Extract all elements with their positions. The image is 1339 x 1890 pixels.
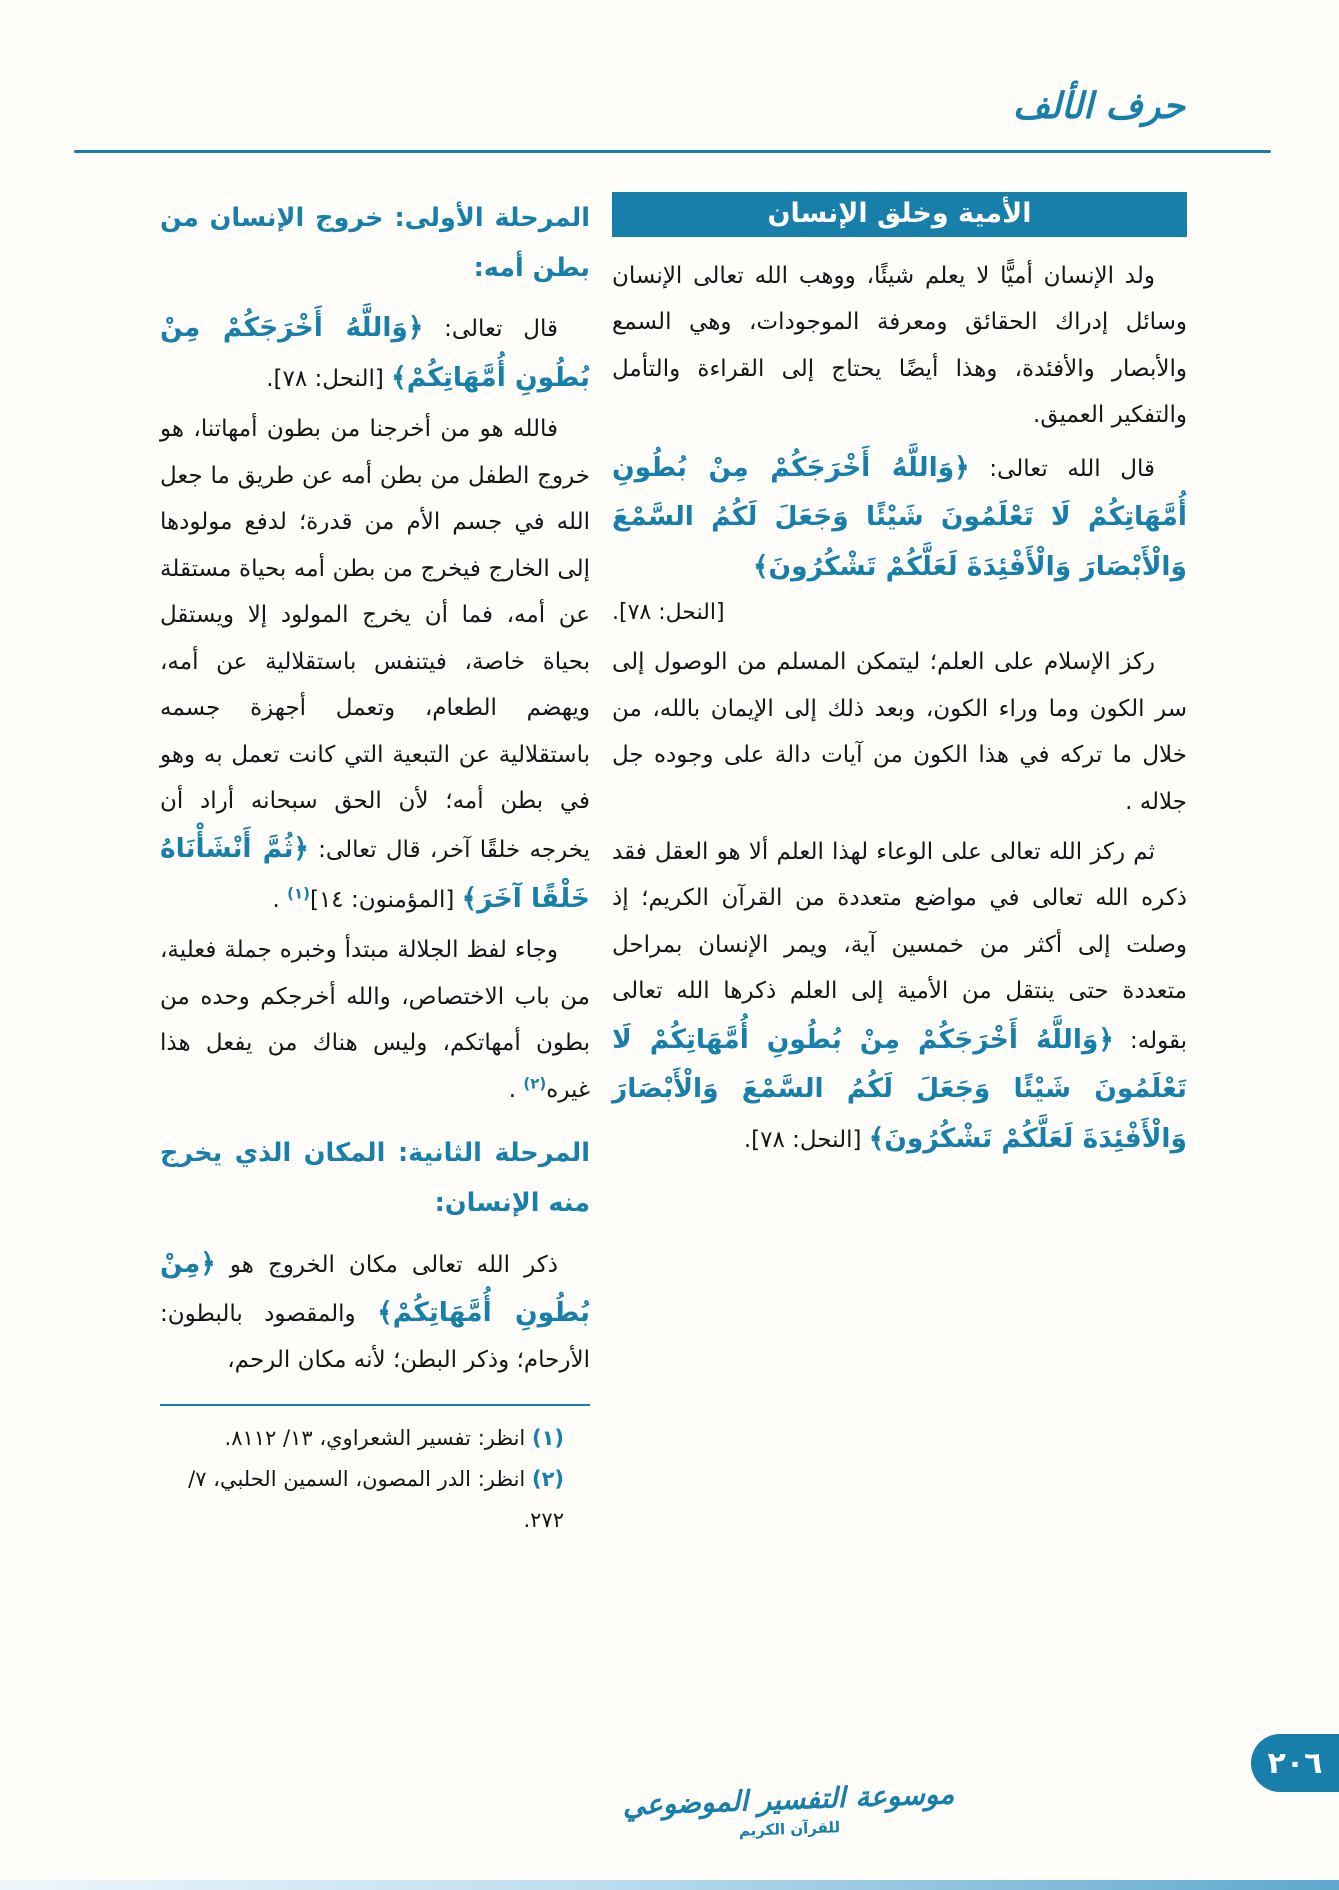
footnote-number: (١) [531,1426,564,1451]
footnote-list [160,1418,590,1541]
running-head: حرف الألف [1012,86,1185,127]
page-number: ٢٠٦ [1267,1745,1323,1781]
bottom-decoration-strip [0,1880,1339,1890]
publisher-logo-subtitle: للقرآن الكريم [738,1818,841,1840]
paragraph [612,639,1187,825]
footnote-marker: (١) [287,884,310,903]
footnote-marker: (٢) [523,1074,547,1093]
text-run: . [272,886,288,913]
text-run: ذكر الله تعالى مكان الخروج هو [215,1251,558,1278]
paragraph [160,1239,590,1384]
quran-quote: ﴿وَاللَّهُ أَخْرَجَكُمْ مِنْ بُطُونِ أُمَّهَاتِكُمْ﴾ [160,312,590,393]
text-run: قال الله تعالى: [969,455,1156,482]
verse-reference: [النحل: ٧٨]. [612,600,725,626]
paragraph [612,443,1187,591]
publisher-logo-title: موسوعة التفسير الموضوعي [622,1777,956,1822]
paragraph [160,927,590,1113]
paragraph [612,253,1187,439]
header-rule [74,150,1271,153]
footnote: (٢) انظر: الدر المصون، السمين الحلبي، ٧/ ٢٧٢. [188,1467,564,1533]
subsection-heading: المرحلة الأولى: خروج الإنسان من بطن أمه: [160,203,590,283]
content-columns [160,192,1187,1541]
text-run: ركز الإسلام على العلم؛ ليتمكن المسلم من الوصول إلى سر الكون وما وراء الكون، وبعد ذلك إلى الإيمان بالله، من خلال ما تركه في هذا الكون من آيات دالة على وجوده جل جلاله . [612,649,1187,815]
quran-quote: ﴿مِنْ بُطُونِ أُمَّهَاتِكُمْ﴾ [160,1247,591,1329]
text-run: والمقصود بالبطون: الأرحام؛ وذكر البطن؛ لأنه مكان الرحم، [160,1301,590,1374]
page-number-badge [1251,1734,1339,1792]
footnote-separator [160,1404,590,1407]
column-right [612,192,1187,1163]
text-run: وجاء لفظ الجلالة مبتدأ وخبره جملة فعلية، من باب الاختصاص، والله أخرجكم وحده من بطون أمهاتكم، وليس هناك من يفعل هذا غيره [160,937,590,1103]
column-left [160,192,590,1541]
text-run: . [508,1076,524,1103]
text-run: [النحل: ٧٨]. [743,1126,869,1153]
text-run: [المؤمنون: ١٤] [309,886,462,913]
left-column-text [160,194,590,1384]
text-run: قال تعالى: [423,316,558,343]
text-run: ولد الإنسان أميًّا لا يعلم شيئًا، ووهب الله تعالى الإنسان وسائل إدراك الحقائق ومعرفة الموجودات، وهي السمع والأبصار والأفئدة، وهذا أيضًا يحتاج إلى القراءة والتأمل والتفكير العميق. [612,263,1187,429]
text-run: ثم ركز الله تعالى على الوعاء لهذا العلم ألا هو العقل فقد ذكره الله تعالى في مواضع متعددة من القرآن الكريم؛ إذ وصلت إلى أكثر من خمسين آية، ويمر الإنسان بمراحل متعددة حتى ينتقل من الأمية إلى العلم ذكرها الله تعالى بقوله: [612,838,1187,1054]
footnote-number: (٢) [531,1467,564,1492]
publisher-logo [622,1777,955,1844]
text-run: فالله هو من أخرجنا من بطون أمهاتنا، هو خروج الطفل من بطن أمه عن طريق ما جعل الله في جسم الأم من قدرة؛ لدفع مولودها إلى الخارج فيخرج من بطن أمه بحياة مستقلة عن أمه، فما أن يخرج المولود إلا ويستقل بحياة خاصة، فيتنفس باستقلالية عن أمه، ويهضم الطعام، وتعمل أجهزة جسمه باستقلالية عن التبعية التي كانت تعمل به وهو في بطن أمه؛ لأن الحق سبحانه أراد أن يخرجه خلقًا آخر، قال تعالى: [160,416,590,864]
quran-quote: ﴿وَاللَّهُ أَخْرَجَكُمْ مِنْ بُطُونِ أُمَّهَاتِكُمْ لَا تَعْلَمُونَ شَيْئًا وَجَعَلَ لَكُمُ السَّمْعَ وَالْأَبْصَارَ وَالْأَفْئِدَةَ لَعَلَّكُمْ تَشْكُرُونَ﴾ [612,1023,1187,1154]
paragraph [612,829,1187,1163]
footnotes-area [160,1404,590,1541]
text-run: [النحل: ٧٨]. [266,365,392,392]
subsection-heading: المرحلة الثانية: المكان الذي يخرج منه الإنسان: [160,1138,590,1218]
footnote: (١) انظر: تفسير الشعراوي، ١٣/ ٨١١٢. [224,1426,564,1451]
quran-quote: ﴿ثُمَّ أَنْشَأْنَاهُ خَلْقًا آخَرَ﴾ [160,833,590,914]
section-title: الأمية وخلق الإنسان [767,198,1032,229]
section-title-banner [612,192,1187,237]
paragraph [160,406,590,923]
right-column-text [612,253,1187,1163]
quran-quote: ﴿وَاللَّهُ أَخْرَجَكُمْ مِنْ بُطُونِ أُمَّهَاتِكُمْ لَا تَعْلَمُونَ شَيْئًا وَجَعَلَ لَكُمُ السَّمْعَ وَالْأَبْصَارَ وَالْأَفْئِدَةَ لَعَلَّكُمْ تَشْكُرُونَ﴾ [612,451,1187,582]
paragraph [160,303,590,402]
